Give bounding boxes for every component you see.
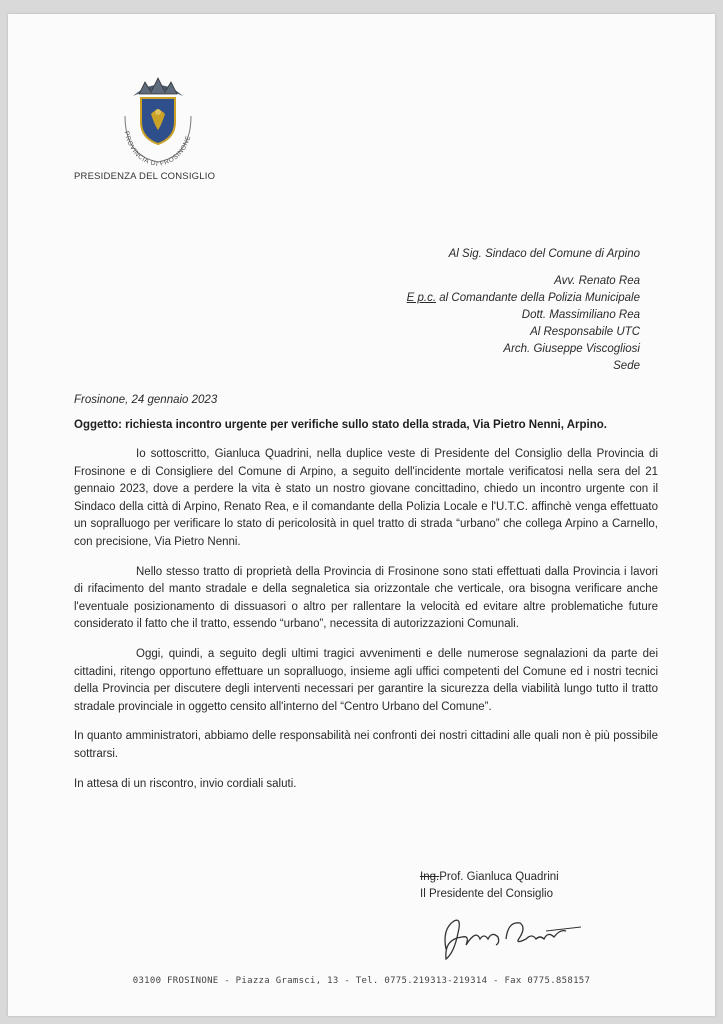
recipient-main: Al Sig. Sindaco del Comune di Arpino [448,248,640,260]
signature-block [420,869,559,903]
provincia-frosinone-seal-logo [103,66,213,176]
handwritten-signature [436,909,586,964]
letter-page [8,14,715,1016]
body-paragraph: In attesa di un riscontro, invio cordiali saluti. [74,777,297,790]
body-paragraph: Oggi, quindi, a seguito degli ultimi tragici avvenimenti e delle numerose segnalazioni da parte dei cittadini, ritengo opportuno effettuare un sopralluogo, insieme agli uffici competenti del Comune ed i nostri tecnici della Provincia per discutere degli interventi necessari per garantire la sicurezza della viabilità lungo tutto il tratto stradale provinciale in oggetto censito all'interno del “Centro Urbano del Comune”. [74,647,658,713]
body-paragraph: In quanto amministratori, abbiamo delle responsabilità nei confronti dei nostri cittadini alle quali non è più possibile sottrarsi. [74,730,658,760]
letter-footer: 03100 FROSINONE - Piazza Gramsci, 13 - Tel. 0775.219313-219314 - Fax 0775.858157 [132,976,591,986]
signatory-role: Il Presidente del Consiglio [420,888,553,900]
signature-text: Gianluca Quadrini [506,961,516,962]
struck-title: Ing. [420,871,440,883]
signatory-name-line [420,869,559,886]
letter-body [74,446,658,805]
recipient-line: Al Responsabile UTC [530,326,640,338]
signatory-name: Prof. Gianluca Quadrini [439,871,559,883]
body-paragraph: Nello stesso tratto di proprietà della Provincia di Frosinone sono stati effettuati dalla Provincia i lavori di rifacimento del manto stradale e della segnaletica sia orizzontale che verticale, ora bisogna verificare anche l'eventuale posizionamento di dissuasori o altro per rallentare la velocità ed evitare altre problematiche future considerato il fatto che il tratto, essendo “urbano”, necessita di autorizzazioni Comunali. [74,565,658,631]
recipient-line: Avv. Renato Rea [554,275,640,287]
seal-ring-text: PROVINCIA DI FROSINONE [122,130,193,168]
letter-date: Frosinone, 24 gennaio 2023 [74,394,218,406]
body-paragraph: Io sottoscritto, Gianluca Quadrini, nella duplice veste di Presidente del Consiglio della Provincia di Frosinone e di Consigliere del Comune di Arpino, a seguito dell'incidente mortale verificatosi nella sera del 21 gennaio 2023, dove a perdere la vita è stato un nostro giovane concittadino, chiedo un incontro urgente con il Sindaco della città di Arpino, Renato Rea, e il comandante della Polizia Locale e l'U.T.C. affinchè venga effettuato un sopralluogo per verificare lo stato di pericolosità in quel tratto di strada “urbano” che collega Arpino a Carnello, con precisione, Via Pietro Nenni. [74,448,658,548]
office-heading: PRESIDENZA DEL CONSIGLIO [74,171,216,182]
epc-abbrev: E p.c. [406,292,437,304]
recipient-line: E p.c. al Comandante della Polizia Municipale [406,292,640,304]
recipient-line: Sede [613,360,640,372]
letter-subject: Oggetto: richiesta incontro urgente per verifiche sullo stato della strada, Via Pietro Nenni, Arpino. [74,419,607,431]
recipient-line: Arch. Giuseppe Viscogliosi [503,343,640,355]
recipient-line: Dott. Massimiliano Rea [521,309,640,321]
recipients-block [220,246,640,375]
